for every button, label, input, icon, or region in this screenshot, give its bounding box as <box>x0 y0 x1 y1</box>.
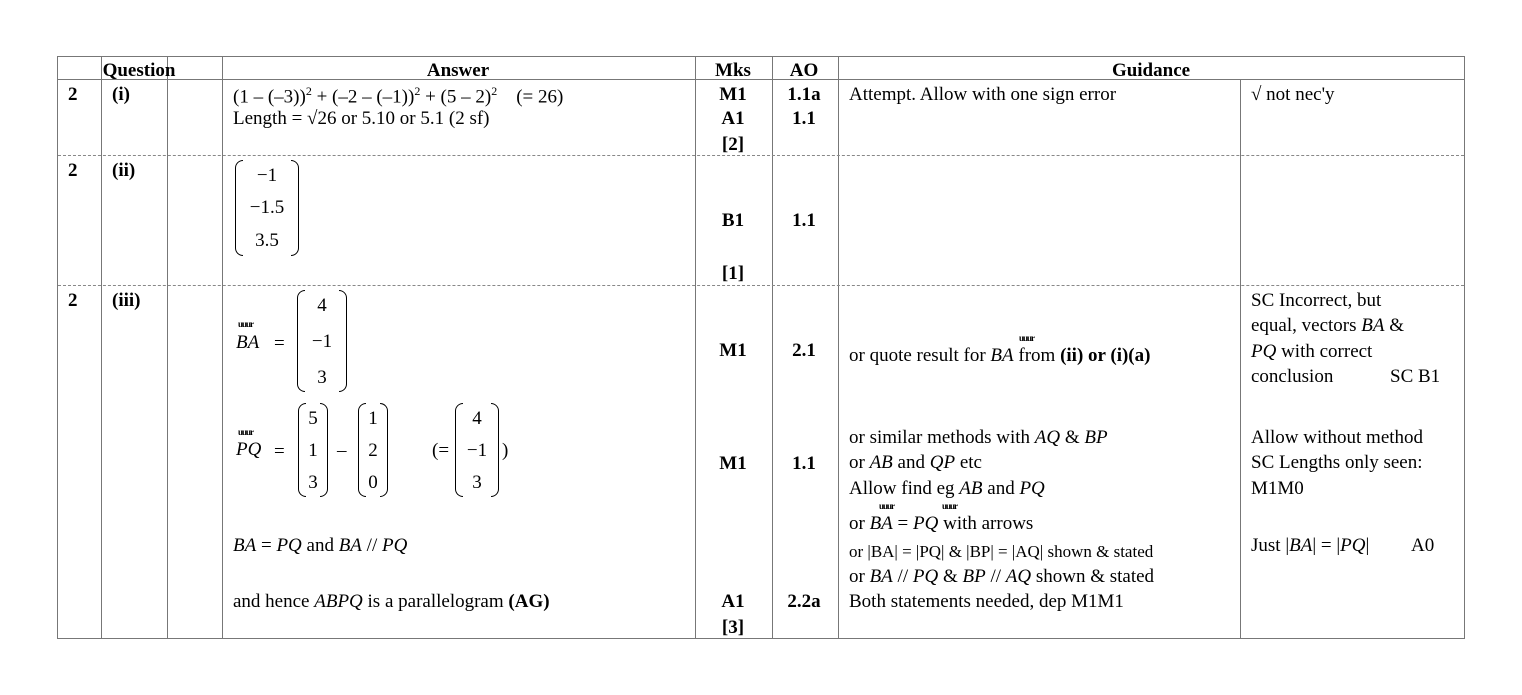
allow-note: Allow without method <box>1251 427 1424 448</box>
equals-sign: = <box>274 441 285 462</box>
guidance-text: Attempt. Allow with one sign error <box>849 84 1117 105</box>
mark: B1 <box>721 210 745 231</box>
row-divider <box>58 285 1464 286</box>
ao-code: 2.1 <box>792 340 816 361</box>
question-number: 2 <box>68 160 78 181</box>
ao-code: 2.2a <box>787 591 821 612</box>
mark: M1 <box>719 340 747 361</box>
sc-note: equal, vectors BA & <box>1251 315 1405 336</box>
vector-arrow-icon: uuur <box>879 501 895 511</box>
header-divider <box>58 79 1464 80</box>
guidance-both: Both statements needed, dep M1M1 <box>849 591 1124 612</box>
vector-arrow-icon: uuur <box>238 427 254 437</box>
vector-arrow-icon: uuur <box>1019 333 1035 343</box>
col-divider <box>695 57 696 638</box>
header-guidance: Guidance <box>1111 60 1191 81</box>
paren-open: (= <box>432 440 450 461</box>
col-divider <box>222 57 223 638</box>
answer-vector: −1 −1.5 3.5 <box>235 160 299 256</box>
mark: M1 <box>719 84 747 105</box>
paren-close: ) <box>502 440 509 461</box>
vector-label: BA <box>236 332 260 353</box>
guidance-quote: or quote result for BA from (ii) or (i)(a) <box>849 345 1151 366</box>
header-mks: Mks <box>715 60 751 81</box>
header-ao: AO <box>789 60 819 81</box>
answer-expression: (1 – (–3))$^2$ + (–2 – (–1))$^2$ + (5 – 2)$^2$ (= 26) <box>233 84 564 108</box>
vector-q: 1 2 0 <box>358 403 388 497</box>
question-number: 2 <box>68 290 78 311</box>
col-divider <box>101 57 102 638</box>
mark-total: [3] <box>721 617 745 638</box>
col-divider <box>1240 79 1241 638</box>
sc-mark: SC B1 <box>1390 366 1441 387</box>
col-divider <box>772 57 773 638</box>
guidance-arrows: or BA = PQ with arrows <box>849 513 1034 534</box>
header-answer: Answer <box>426 60 490 81</box>
just-note: Just |BA| = |PQ| <box>1251 535 1370 556</box>
guidance-modulus: or |BA| = |PQ| & |BP| = |AQ| shown & stated <box>849 542 1154 561</box>
vector-arrow-icon: uuur <box>942 501 958 511</box>
col-divider <box>167 57 168 638</box>
vector-label: PQ <box>236 439 262 460</box>
ao-code: 1.1a <box>787 84 821 105</box>
ao-code: 1.1 <box>792 108 816 129</box>
sc-note: SC Incorrect, but <box>1251 290 1382 311</box>
row-divider <box>58 155 1464 156</box>
vector-ba: 4 −1 3 <box>297 290 347 392</box>
just-mark: A0 <box>1411 535 1435 556</box>
ao-code: 1.1 <box>792 210 816 231</box>
guidance-allow: Allow find eg AB and PQ <box>849 478 1045 499</box>
guidance-parallel: or BA // PQ & BP // AQ shown & stated <box>849 566 1155 587</box>
mark: A1 <box>721 591 745 612</box>
allow-note: M1M0 <box>1251 478 1304 499</box>
vector-arrow-icon: uuur <box>238 319 254 329</box>
sc-note: conclusion <box>1251 366 1334 387</box>
col-divider <box>838 57 839 638</box>
answer-conclusion: and hence ABPQ is a parallelogram (AG) <box>233 591 550 612</box>
mark: A1 <box>721 108 745 129</box>
guidance-note: √ not nec'y <box>1251 84 1335 105</box>
guidance-or: or AB and QP etc <box>849 452 982 473</box>
allow-note: SC Lengths only seen: <box>1251 452 1423 473</box>
question-number: 2 <box>68 84 78 105</box>
question-part: (iii) <box>112 290 141 311</box>
mark-total: [2] <box>721 134 745 155</box>
vector-pq-result: 4 −1 3 <box>455 403 499 497</box>
minus-sign: – <box>337 440 347 461</box>
question-part: (ii) <box>112 160 136 181</box>
question-part: (i) <box>112 84 130 105</box>
answer-statement: BA = PQ and BA // PQ <box>233 535 408 556</box>
ao-code: 1.1 <box>792 453 816 474</box>
answer-length: Length = √26 or 5.10 or 5.1 (2 sf) <box>233 108 490 129</box>
guidance-similar: or similar methods with AQ & BP <box>849 427 1108 448</box>
equals-sign: = <box>274 333 285 354</box>
vector-p: 5 1 3 <box>298 403 328 497</box>
header-question: Question <box>102 60 176 81</box>
mark: M1 <box>719 453 747 474</box>
mark-total: [1] <box>721 263 745 284</box>
sc-note: PQ with correct <box>1251 341 1373 362</box>
